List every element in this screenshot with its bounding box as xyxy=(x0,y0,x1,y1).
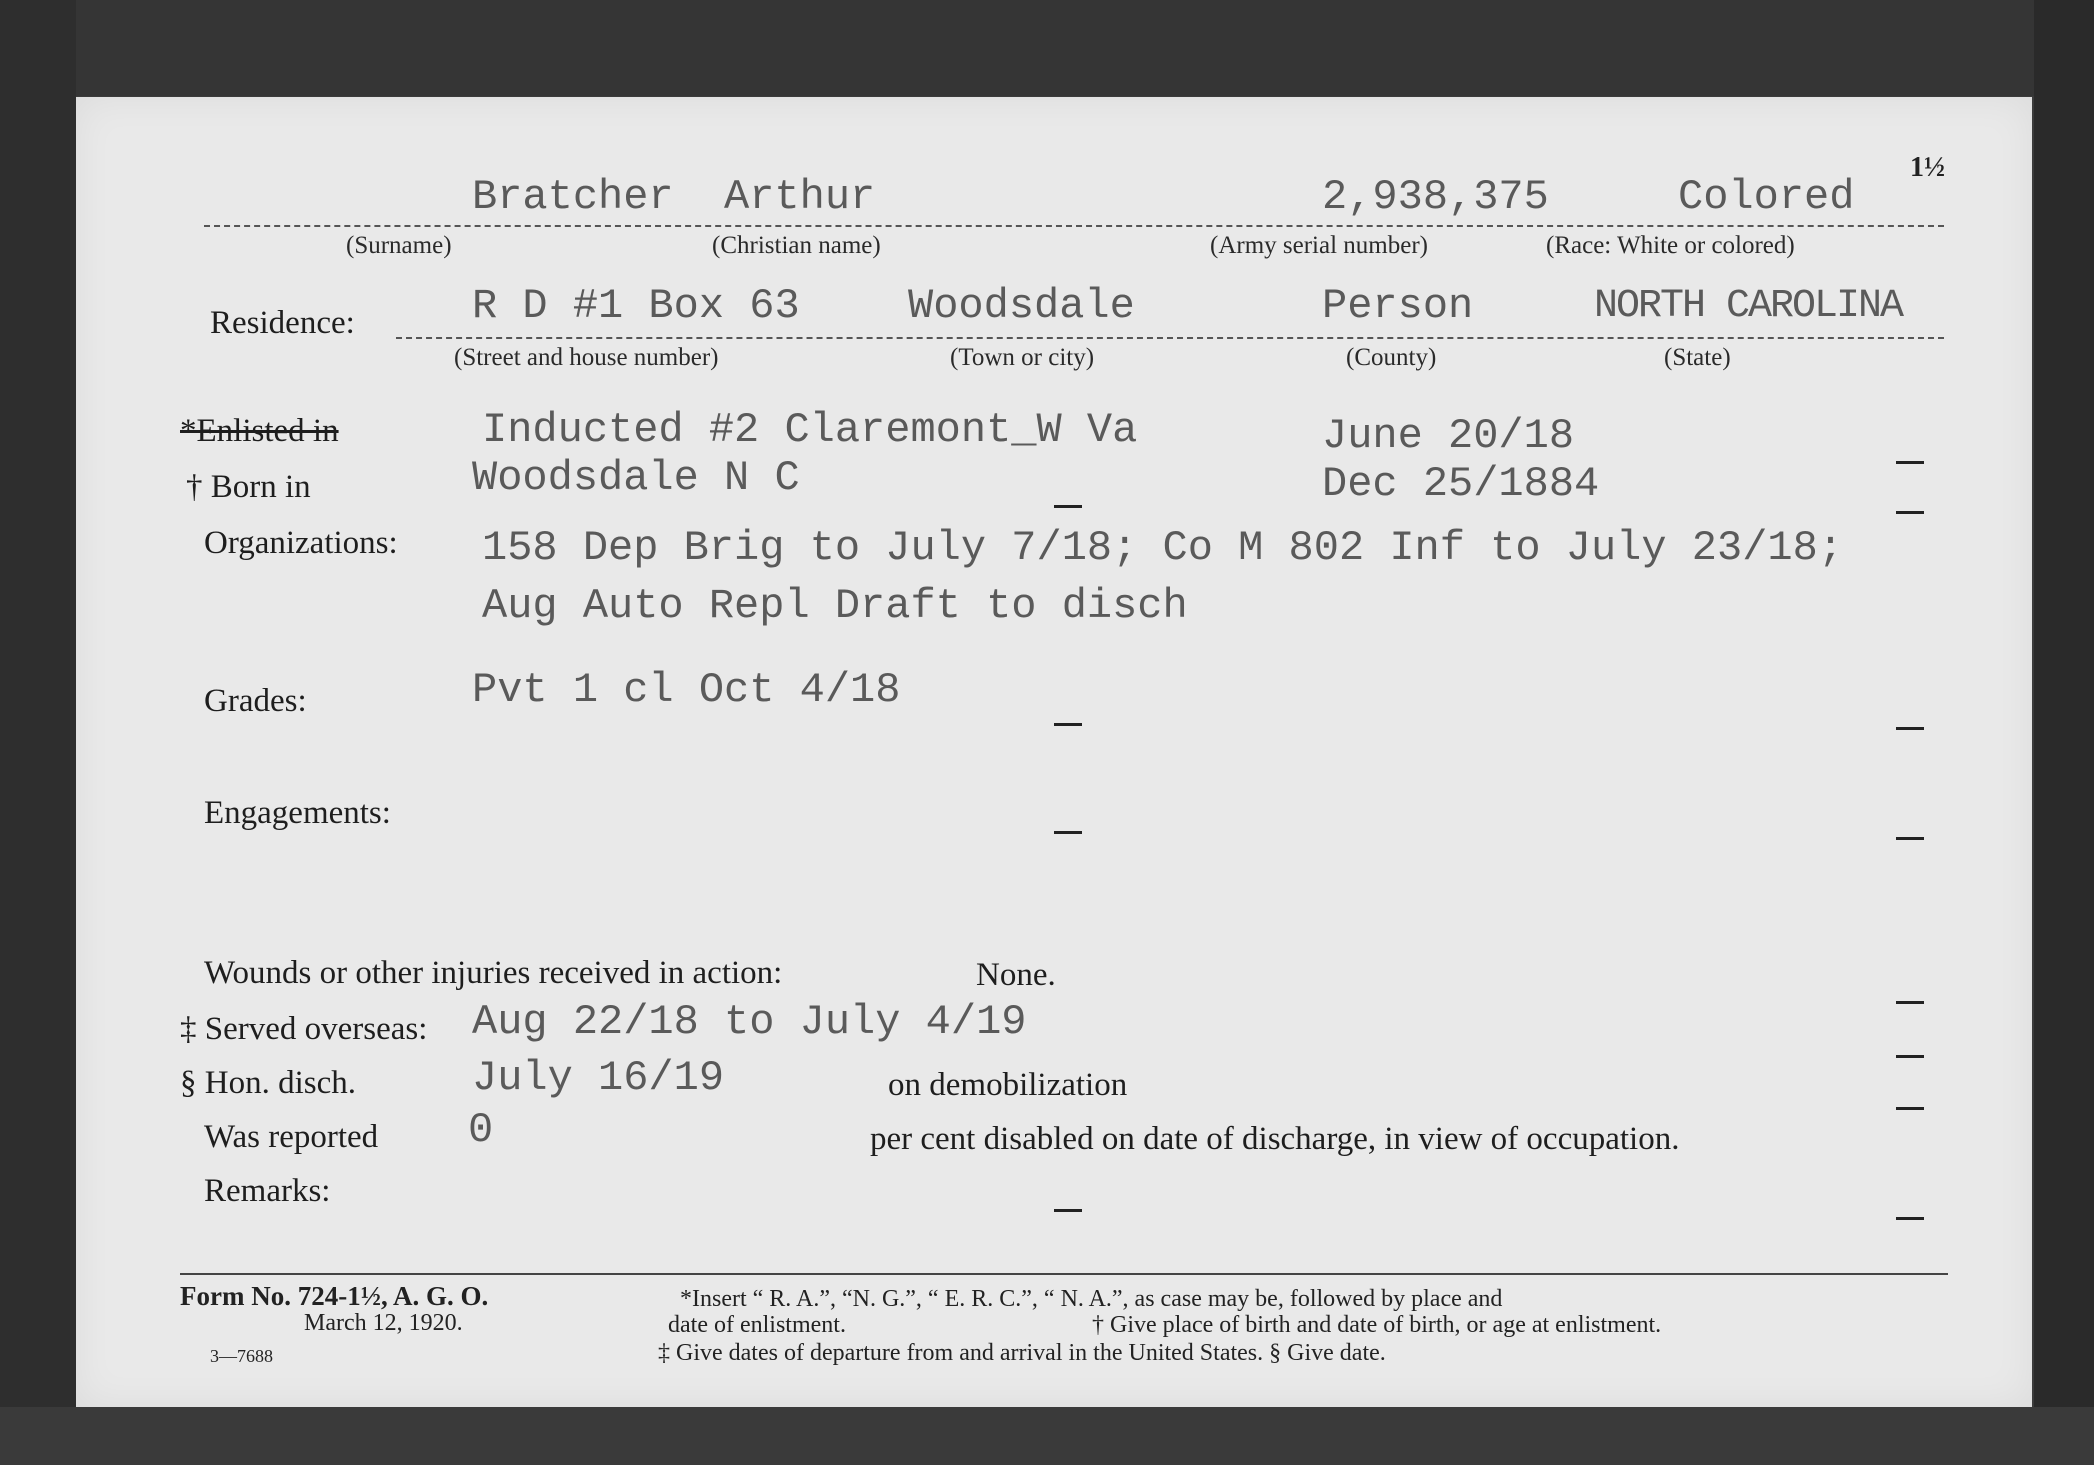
enlisted-place: Inducted #2 Claremont_W Va xyxy=(482,406,1138,454)
residence-label: Residence: xyxy=(210,305,355,341)
caption-state: (State) xyxy=(1664,344,1731,371)
reported-label: Was reported xyxy=(204,1119,379,1155)
discharge-label: § Hon. disch. xyxy=(180,1065,356,1101)
enlisted-date: June 20/18 xyxy=(1322,412,1575,460)
footnote-line-1: *Insert “ R. A.”, “N. G.”, “ E. R. C.”, “ N. A.”, as case may be, followed by place and xyxy=(680,1286,1503,1312)
footnote-line-2b: † Give place of birth and date of birth, or age at enlistment. xyxy=(1092,1312,1662,1338)
surname-value: Bratcher xyxy=(472,173,674,221)
grades-end-mark xyxy=(1896,727,1924,730)
caption-christian-name: (Christian name) xyxy=(712,232,881,259)
wounds-end-mark xyxy=(1896,1001,1924,1004)
grades-value: Pvt 1 cl Oct 4/18 xyxy=(472,666,901,714)
top-line-rule xyxy=(204,225,1944,227)
race-value: Colored xyxy=(1678,173,1855,221)
footnote-line-3: ‡ Give dates of departure from and arrival in the United States. § Give date. xyxy=(658,1340,1386,1366)
discharge-date: July 16/19 xyxy=(472,1054,725,1102)
born-mid-mark xyxy=(1054,505,1082,508)
serial-number-value: 2,938,375 xyxy=(1322,173,1549,221)
discharge-reason: on demobilization xyxy=(888,1067,1128,1103)
form-date: March 12, 1920. xyxy=(304,1310,463,1336)
born-date: Dec 25/1884 xyxy=(1322,460,1600,508)
caption-serial-number: (Army serial number) xyxy=(1210,232,1428,259)
caption-race: (Race: White or colored) xyxy=(1546,232,1795,259)
organizations-line-2: Aug Auto Repl Draft to disch xyxy=(482,582,1188,630)
scanner-frame-bottom xyxy=(0,1407,2094,1465)
residence-town: Woodsdale xyxy=(908,282,1135,330)
engagements-label: Engagements: xyxy=(204,795,391,831)
caption-county: (County) xyxy=(1346,344,1437,371)
born-label: † Born in xyxy=(186,469,311,505)
residence-state: NORTH CAROLINA xyxy=(1594,284,1903,329)
scanner-frame-right xyxy=(2034,0,2094,1465)
wounds-label: Wounds or other injuries received in action: xyxy=(204,955,783,991)
corner-mark: 1½ xyxy=(1910,152,1945,183)
scanner-frame-top xyxy=(0,0,2094,96)
scanner-frame-left xyxy=(0,0,76,1465)
enlisted-label: *Enlisted in xyxy=(180,413,339,449)
residence-county: Person xyxy=(1322,282,1474,330)
footer-rule xyxy=(180,1273,1948,1275)
engagements-end-mark xyxy=(1896,837,1924,840)
residence-street: R D #1 Box 63 xyxy=(472,282,800,330)
overseas-end-mark xyxy=(1896,1055,1924,1058)
discharge-end-mark xyxy=(1896,1107,1924,1110)
caption-street: (Street and house number) xyxy=(454,344,719,371)
engagements-mid-mark xyxy=(1054,831,1082,834)
organizations-label: Organizations: xyxy=(204,525,398,561)
footnote-line-2a: date of enlistment. xyxy=(668,1312,846,1338)
reported-value: 0 xyxy=(468,1106,494,1154)
remarks-mid-mark xyxy=(1054,1209,1082,1212)
remarks-end-mark xyxy=(1896,1217,1924,1220)
form-number: Form No. 724-1½, A. G. O. xyxy=(180,1281,489,1311)
grades-label: Grades: xyxy=(204,683,307,719)
remarks-label: Remarks: xyxy=(204,1173,331,1209)
reported-suffix: per cent disabled on date of discharge, in view of occupation. xyxy=(870,1121,1680,1157)
overseas-label: ‡ Served overseas: xyxy=(180,1011,428,1047)
caption-town: (Town or city) xyxy=(950,344,1095,371)
caption-surname: (Surname) xyxy=(346,232,452,259)
born-place: Woodsdale N C xyxy=(472,454,800,502)
christian-name-value: Arthur xyxy=(724,173,876,221)
enlisted-end-mark xyxy=(1896,461,1924,464)
born-end-mark xyxy=(1896,511,1924,514)
residence-rule xyxy=(396,337,1944,339)
service-record-card xyxy=(76,97,2032,1407)
print-code: 3—7688 xyxy=(210,1346,273,1366)
organizations-line-1: 158 Dep Brig to July 7/18; Co M 802 Inf to July 23/18; xyxy=(482,524,1844,572)
wounds-value: None. xyxy=(976,957,1056,993)
grades-mid-mark xyxy=(1054,723,1082,726)
overseas-value: Aug 22/18 to July 4/19 xyxy=(472,998,1027,1046)
